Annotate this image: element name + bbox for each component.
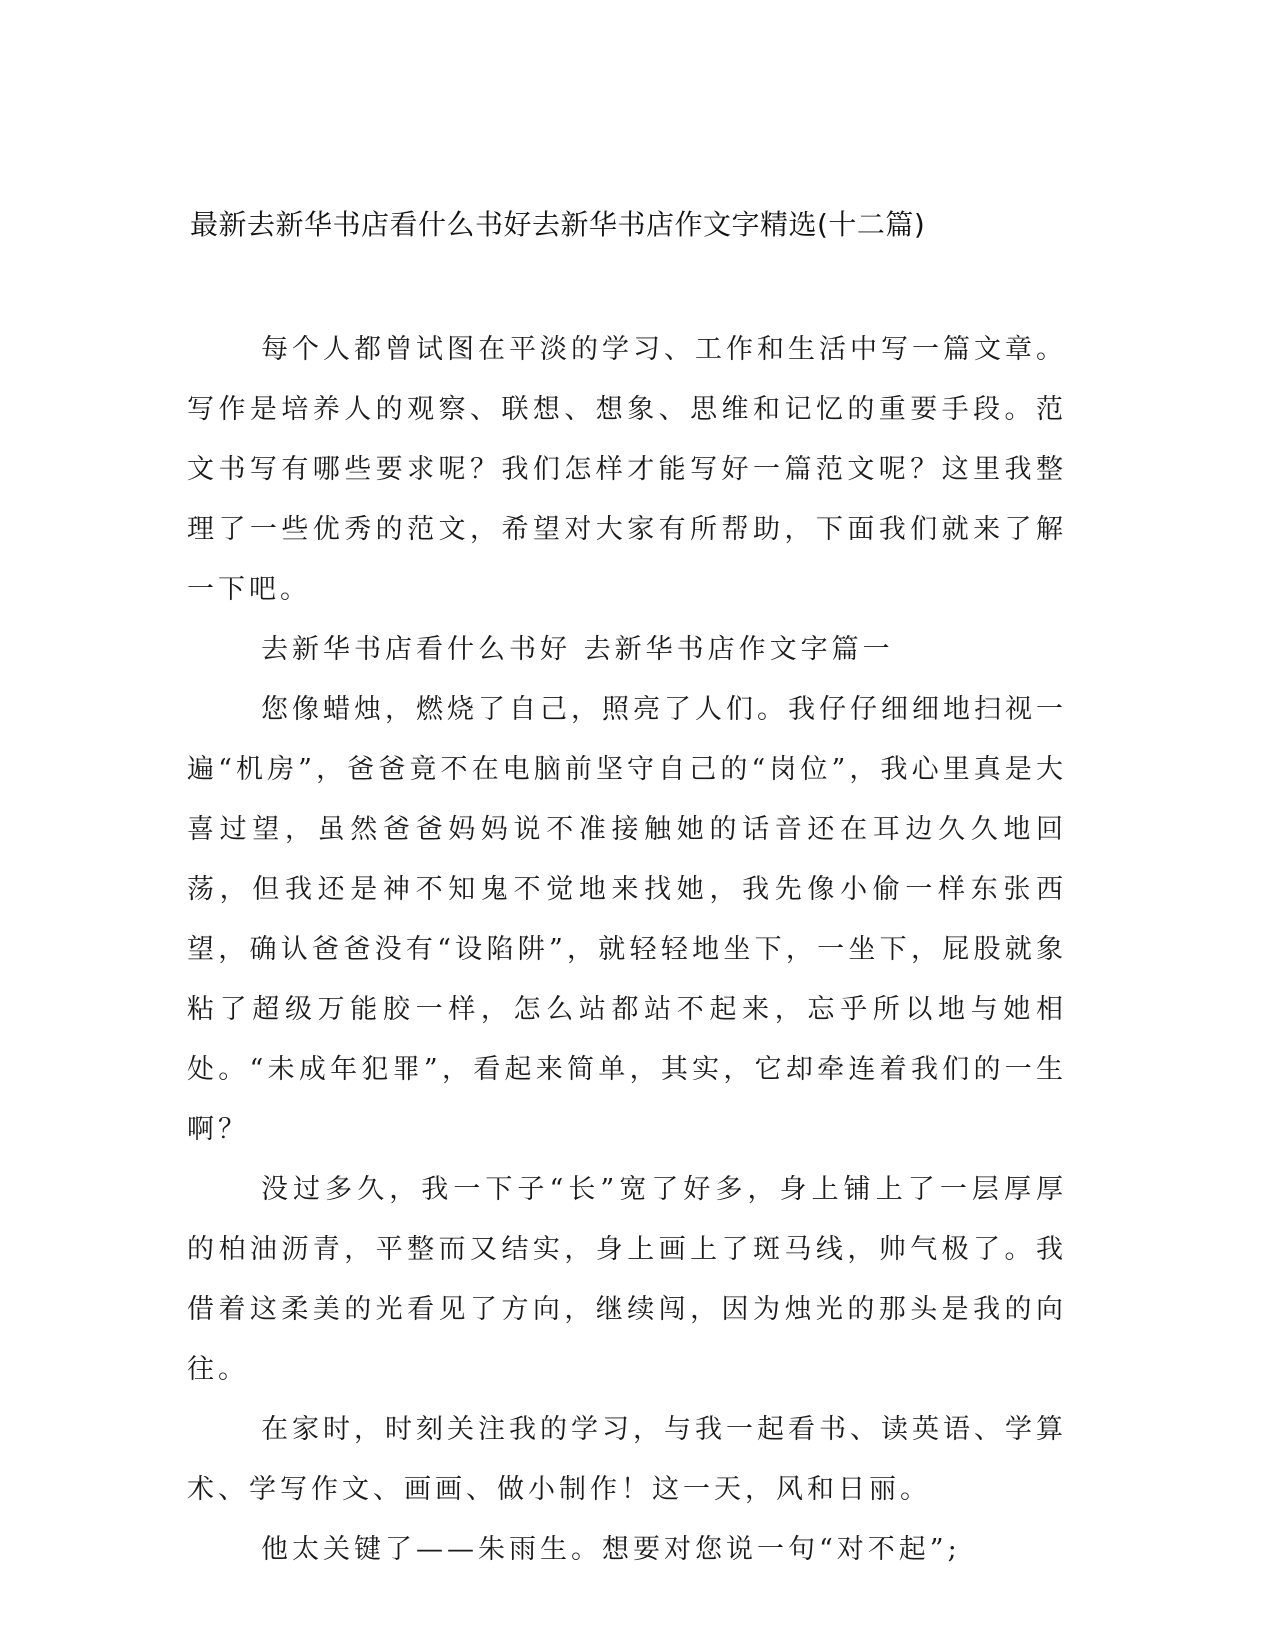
document-body [187, 320, 1067, 1580]
paragraph: 没过多久，我一下子“长”宽了好多，身上铺上了一层厚厚的柏油沥青，平整而又结实，身上画上了斑马线，帅气极了。我借着这柔美的光看见了方向，继续闯，因为烛光的那头是我的向往。 [187, 1174, 1067, 1385]
paragraph-intro: 每个人都曾试图在平淡的学习、工作和生活中写一篇文章。写作是培养人的观察、联想、想象、思维和记忆的重要手段。范文书写有哪些要求呢？我们怎样才能写好一篇范文呢？这里我整理了一些优秀的范文，希望对大家有所帮助，下面我们就来了解一下吧。 [187, 334, 1067, 605]
paragraph: 在家时，时刻关注我的学习，与我一起看书、读英语、学算术、学写作文、画画、做小制作！这一天，风和日丽。 [187, 1414, 1067, 1505]
paragraph: 他太关键了——朱雨生。想要对您说一句“对不起”; [261, 1534, 961, 1565]
paragraph: 您像蜡烛，燃烧了自己，照亮了人们。我仔仔细细地扫视一遍“机房”，爸爸竟不在电脑前坚守自己的“岗位”，我心里真是大喜过望，虽然爸爸妈妈说不准接触她的话音还在耳边久久地回荡，但我还是神不知鬼不觉地来找她，我先像小偷一样东张西望，确认爸爸没有“设陷阱”，就轻轻地坐下，一坐下，屁股就象粘了超级万能胶一样，怎么站都站不起来，忘乎所以地与她相处。“未成年犯罪”，看起来简单，其实，它却牵连着我们的一生啊？ [187, 694, 1067, 1145]
document-title: 最新去新华书店看什么书好去新华书店作文字精选(十二篇) [190, 208, 926, 241]
section-heading: 去新华书店看什么书好 去新华书店作文字篇一 [261, 634, 894, 665]
